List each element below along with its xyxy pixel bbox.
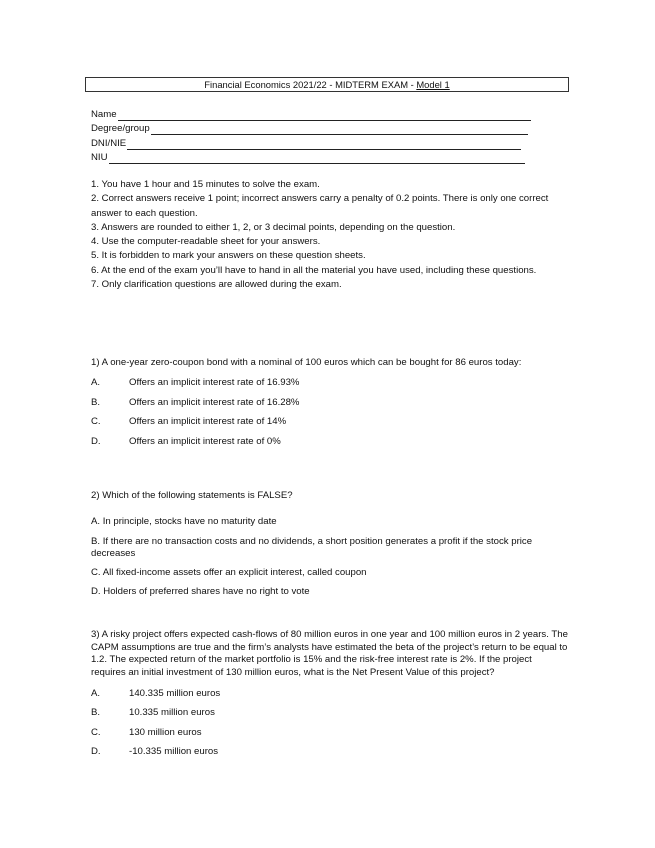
question-3-option-b [91, 707, 569, 727]
instruction-item: 2. Correct answers receive 1 point; incorrect answers carry a penalty of 0.2 points. There is only one correct answer to each question. [91, 193, 549, 219]
question-3-option-d [91, 746, 569, 766]
instruction-item: 6. At the end of the exam you’ll have to hand in all the material you have used, including these questions. [91, 264, 537, 276]
exam-title-box [85, 77, 569, 92]
option-letter: B. [91, 396, 101, 408]
niu-label: NIU [91, 152, 108, 163]
question-3-stem: 3) A risky project offers expected cash-flows of 80 million euros in one year and 100 million euros in 2 years. The CAPM assumptions are true and the firm’s analysts have estimated the beta of the project’s return to be equal to 1.2. The expected return of the market portfolio is 15% and the risk-free interest rate is 2%. If the project requires an initial investment of 130 million euros, what is the Net Present Value of this project? [91, 629, 568, 679]
question-2-option-d: D. Holders of preferred shares have no right to vote [91, 586, 310, 597]
question-2 [91, 489, 569, 598]
question-2-option-a: A. In principle, stocks have no maturity date [91, 516, 277, 527]
question-1-option-c [91, 416, 569, 436]
option-letter: A. [91, 377, 101, 388]
question-1-stem: 1) A one-year zero-coupon bond with a nominal of 100 euros which can be bought for 86 euros today: [91, 357, 522, 368]
option-text: Offers an implicit interest rate of 0% [129, 435, 281, 447]
question-3 [91, 629, 569, 766]
instruction-item: 4. Use the computer-readable sheet for your answers. [91, 236, 321, 248]
instruction-item: 1. You have 1 hour and 15 minutes to solve the exam. [91, 179, 320, 190]
question-1-option-d [91, 436, 569, 456]
option-letter: B. [91, 707, 101, 719]
option-text: Offers an implicit interest rate of 16.28% [129, 396, 300, 408]
question-1-option-b [91, 397, 569, 417]
name-line [118, 110, 531, 121]
question-1-option-a [91, 377, 569, 397]
option-letter: C. [91, 416, 101, 427]
option-letter: D. [91, 435, 101, 447]
niu-line [109, 153, 525, 164]
question-3-option-a [91, 688, 569, 708]
instruction-item: 3. Answers are rounded to either 1, 2, or 3 decimal points, depending on the question. [91, 221, 456, 233]
instruction-item: 5. It is forbidden to mark your answers on these question sheets. [91, 250, 366, 262]
exam-title: Financial Economics 2021/22 - MIDTERM EXAM - [204, 79, 417, 90]
option-letter: D. [91, 746, 101, 758]
dni-nie-line [127, 139, 521, 150]
question-2-stem: 2) Which of the following statements is FALSE? [91, 490, 293, 501]
question-2-options [91, 516, 569, 598]
dni-nie-label: DNI/NIE [91, 137, 127, 149]
exam-model: Model 1 [416, 79, 450, 90]
name-field[interactable] [91, 106, 531, 121]
option-text: 130 million euros [129, 726, 202, 738]
instructions-list [91, 178, 561, 292]
option-text: 10.335 million euros [129, 707, 215, 719]
option-letter: C. [91, 726, 101, 738]
question-1 [91, 356, 569, 455]
question-3-option-c [91, 727, 569, 747]
degree-group-field[interactable] [91, 121, 531, 136]
degree-group-label: Degree/group [91, 123, 150, 134]
option-text: 140.335 million euros [129, 687, 221, 699]
dni-nie-field[interactable] [91, 135, 531, 150]
question-2-option-b: B. If there are no transaction costs and no dividends, a short position generates a profit if the stock price decreases [91, 536, 533, 559]
option-letter: A. [91, 687, 101, 699]
option-text: Offers an implicit interest rate of 14% [129, 416, 287, 427]
instruction-item: 7. Only clarification questions are allowed during the exam. [91, 279, 342, 291]
option-text: Offers an implicit interest rate of 16.93% [129, 377, 300, 388]
option-text: -10.335 million euros [129, 746, 219, 758]
degree-group-line [151, 124, 528, 135]
student-info-fields [91, 106, 531, 164]
niu-field[interactable] [91, 150, 531, 165]
question-2-option-c: C. All fixed-income assets offer an explicit interest, called coupon [91, 567, 367, 578]
name-label: Name [91, 108, 117, 120]
